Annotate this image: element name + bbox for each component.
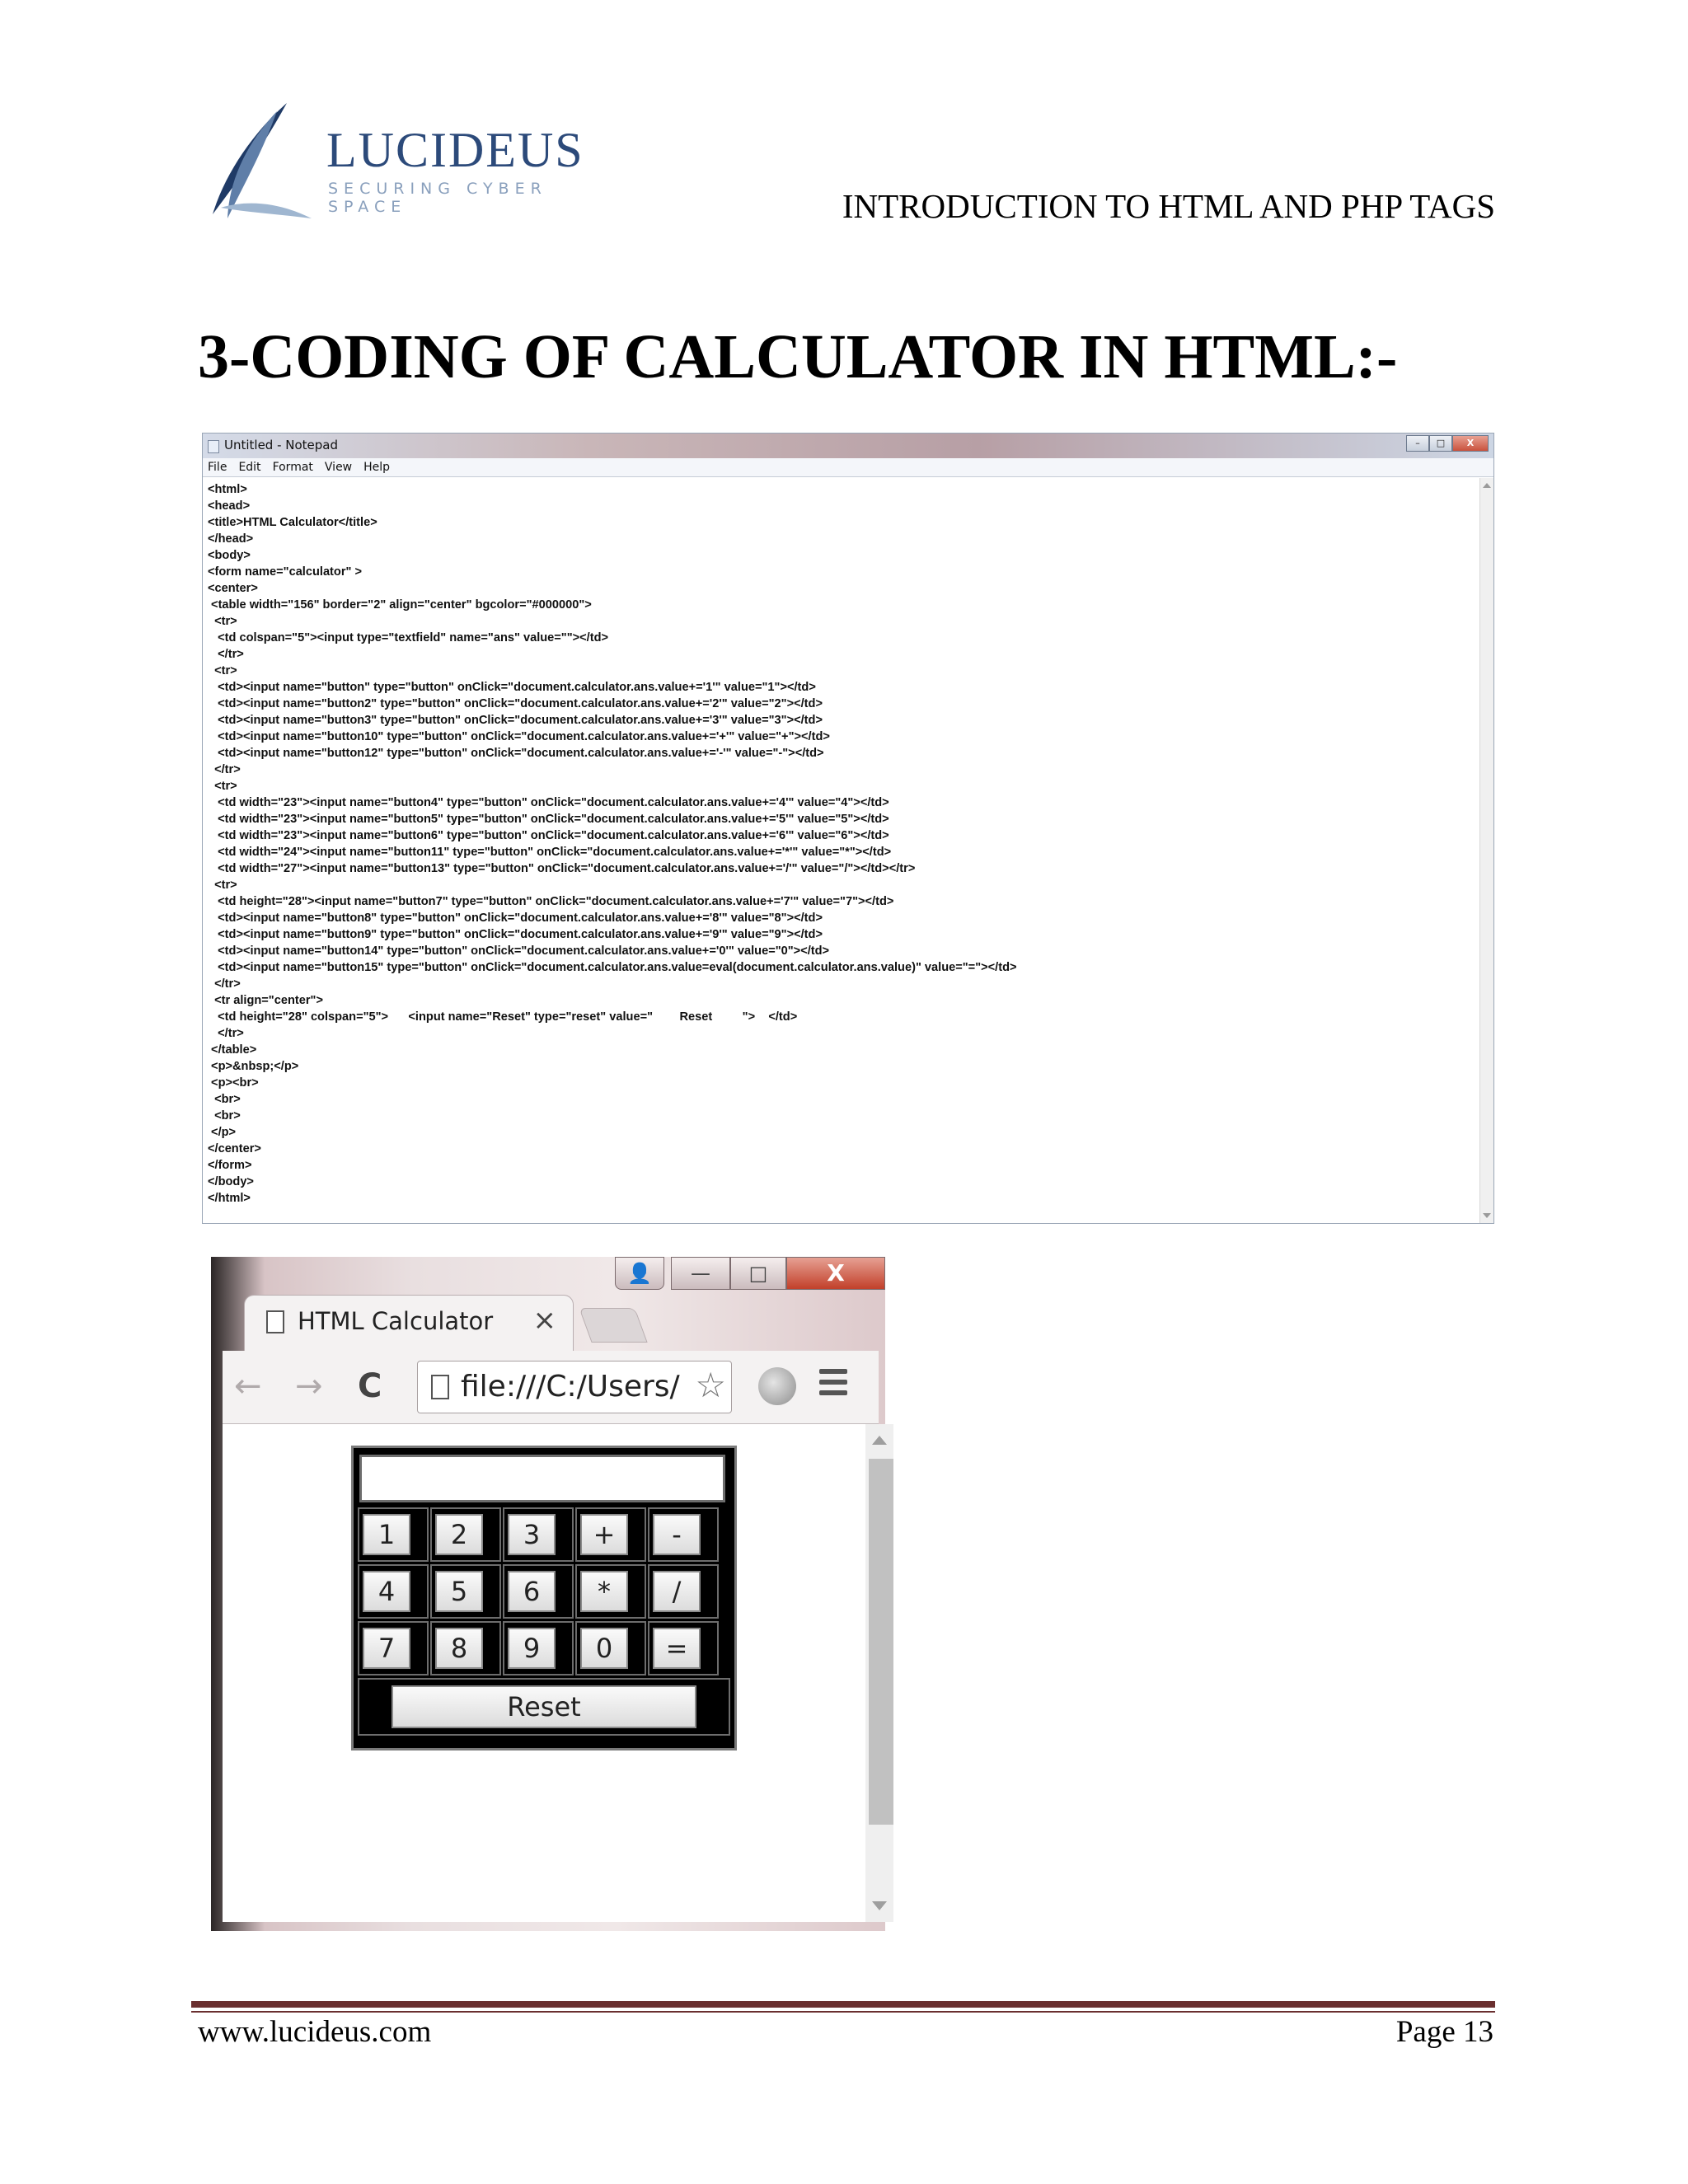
calc-button-0[interactable]: 0	[580, 1628, 628, 1669]
calc-button-2[interactable]: 2	[435, 1514, 483, 1555]
calc-cell	[648, 1507, 719, 1562]
logo-tagline: SECURING CYBER SPACE	[328, 180, 547, 216]
calculator-display-input[interactable]	[359, 1455, 725, 1502]
lucideus-logo	[204, 99, 584, 223]
user-icon[interactable]: 👤	[615, 1257, 664, 1290]
calc-cell	[648, 1621, 719, 1675]
notepad-titlebar[interactable]	[203, 434, 1493, 458]
notepad-window-controls	[1406, 435, 1489, 452]
calculator-row-3	[358, 1621, 730, 1675]
footer-rule	[191, 2001, 1495, 2008]
menu-view[interactable]: View	[324, 461, 353, 474]
back-icon[interactable]: ←	[234, 1367, 262, 1405]
page-number: Page 13	[1395, 2015, 1493, 2049]
calculator-row-2	[358, 1564, 730, 1619]
browser-tab[interactable]	[244, 1295, 574, 1351]
calc-cell	[503, 1564, 574, 1619]
calc-button-1[interactable]: 1	[363, 1514, 410, 1555]
scroll-up-icon[interactable]	[1483, 483, 1491, 488]
menu-format[interactable]: Format	[272, 461, 313, 474]
maximize-button[interactable]: □	[730, 1257, 786, 1290]
minimize-button[interactable]: —	[671, 1257, 730, 1290]
calc-button-8[interactable]: 8	[435, 1628, 483, 1669]
calc-button-multiply[interactable]: *	[580, 1571, 628, 1612]
logo-name: LUCIDEUS	[326, 123, 584, 177]
notepad-code-text[interactable]: <html> <head> <title>HTML Calculator</title> </head> <body> <form name="calculator" > <center> <table width="156" border="2" align="center" bgcolor="#000000"> <tr> <td colspan="5"><input type="textfield" name="ans" value=""></td> </tr> <tr> <td><input name="button" type="button" onClick="document.calculator.ans.value+='1'" value="1"></td> <td><input name="button2" type="button" onClick="document.calculator.ans.value+='2'" value="2"></td> <td><input name="button3" type="button" onClick="document.calculator.ans.value+='3'" value="3"></td> <td><input name="button10" type="button" onClick="document.calculator.ans.value+='+'" value="+"></td> <td><input name="button12" type="button" onClick="document.calculator.ans.value+='-'" value="-"></td> </tr> <tr> <td width="23"><input name="button4" type="button" onClick="document.calculator.ans.value+='4'" value="4"></td> <td width="23"><input name="button5" type="button" onClick="document.calculator.ans.value+='5'" value="5"></td> <td width="23"><input name="button6" type="button" onClick="document.calculator.ans.value+='6'" value="6"></td> <td width="24"><input name="button11" type="button" onClick="document.calculator.ans.value+='*'" value="*"></td> <td width="27"><input name="button13" type="button" onClick="document.calculator.ans.value+='/'" value="/"></td></tr> <tr> <td height="28"><input name="button7" type="button" onClick="document.calculator.ans.value+='7'" value="7"></td> <td><input name="button8" type="button" onClick="document.calculator.ans.value+='8'" value="8"></td> <td><input name="button9" type="button" onClick="document.calculator.ans.value+='9'" value="9"></td> <td><input name="button14" type="button" onClick="document.calculator.ans.value+='0'" value="0"></td> <td><input name="button15" type="button" onClick="document.calculator.ans.value=eval(document.calculator.ans.value)" value="="></td> </tr> <tr align="center"> <td height="28" colspan="5"> <input name="Reset" type="reset" value=" Reset "> </td> </tr> </table> <p>&nbsp;</p> <p><br> <br> <br> </p> </center> </form> </body> </html>	[208, 483, 1017, 1205]
forward-icon[interactable]: →	[295, 1367, 323, 1405]
calc-button-5[interactable]: 5	[435, 1571, 483, 1612]
browser-window	[211, 1257, 885, 1931]
calc-button-4[interactable]: 4	[363, 1571, 410, 1612]
extension-icon[interactable]	[758, 1367, 796, 1405]
calc-cell	[430, 1507, 501, 1562]
minimize-button[interactable]: –	[1406, 435, 1429, 452]
notepad-window	[202, 433, 1494, 1224]
calc-button-6[interactable]: 6	[508, 1571, 556, 1612]
calc-cell	[358, 1564, 429, 1619]
scrollbar-thumb[interactable]	[869, 1459, 893, 1825]
section-title: 3-CODING OF CALCULATOR IN HTML:-	[198, 322, 1398, 391]
calc-button-equals[interactable]: =	[653, 1628, 701, 1669]
new-tab-button[interactable]	[579, 1308, 647, 1343]
calc-cell	[430, 1621, 501, 1675]
page-icon	[431, 1375, 449, 1399]
calc-button-9[interactable]: 9	[508, 1628, 556, 1669]
menu-help[interactable]: Help	[363, 461, 391, 474]
url-text: file:///C:/Users/	[461, 1370, 680, 1404]
notepad-icon	[208, 440, 219, 453]
scroll-down-icon[interactable]	[1483, 1213, 1491, 1218]
browser-viewport	[223, 1424, 865, 1922]
running-header: INTRODUCTION TO HTML AND PHP TAGS	[842, 187, 1495, 225]
scroll-up-icon[interactable]	[872, 1436, 887, 1445]
calc-cell	[503, 1507, 574, 1562]
calc-button-7[interactable]: 7	[363, 1628, 410, 1669]
calculator-reset-row	[358, 1678, 730, 1736]
calc-cell	[358, 1507, 429, 1562]
browser-window-controls	[615, 1257, 885, 1290]
calc-button-3[interactable]: 3	[508, 1514, 556, 1555]
calculator-row-1	[358, 1507, 730, 1562]
calc-cell	[575, 1564, 646, 1619]
menu-file[interactable]: File	[208, 461, 227, 474]
calc-button-plus[interactable]: +	[580, 1514, 628, 1555]
menu-edit[interactable]: Edit	[238, 461, 261, 474]
close-button[interactable]: X	[786, 1257, 885, 1290]
browser-toolbar	[223, 1351, 879, 1424]
calc-cell	[575, 1621, 646, 1675]
scroll-down-icon[interactable]	[872, 1901, 887, 1910]
browser-scrollbar[interactable]	[865, 1424, 893, 1922]
calc-cell	[503, 1621, 574, 1675]
calc-button-divide[interactable]: /	[653, 1571, 701, 1612]
address-bar[interactable]	[417, 1361, 732, 1413]
bookmark-star-icon[interactable]: ☆	[695, 1365, 726, 1405]
notepad-title: Untitled - Notepad	[224, 438, 339, 452]
calc-cell	[648, 1564, 719, 1619]
notepad-menubar	[203, 458, 1493, 477]
tab-title: HTML Calculator	[298, 1307, 494, 1335]
lucideus-swoosh-icon	[204, 99, 328, 223]
calc-button-minus[interactable]: -	[653, 1514, 701, 1555]
menu-icon[interactable]	[819, 1369, 847, 1401]
calc-cell	[430, 1564, 501, 1619]
footer-website: www.lucideus.com	[198, 2015, 432, 2049]
reset-button[interactable]: Reset	[392, 1685, 696, 1728]
notepad-scrollbar[interactable]	[1479, 478, 1493, 1223]
calc-cell	[358, 1621, 429, 1675]
reload-icon[interactable]: C	[358, 1367, 382, 1405]
footer-rule-thin	[191, 2011, 1495, 2013]
calculator-table	[351, 1446, 737, 1750]
page-icon	[266, 1310, 284, 1333]
maximize-button[interactable]: □	[1429, 435, 1452, 452]
calc-cell	[575, 1507, 646, 1562]
close-button[interactable]: X	[1452, 435, 1489, 452]
tab-close-icon[interactable]: ×	[532, 1304, 556, 1337]
